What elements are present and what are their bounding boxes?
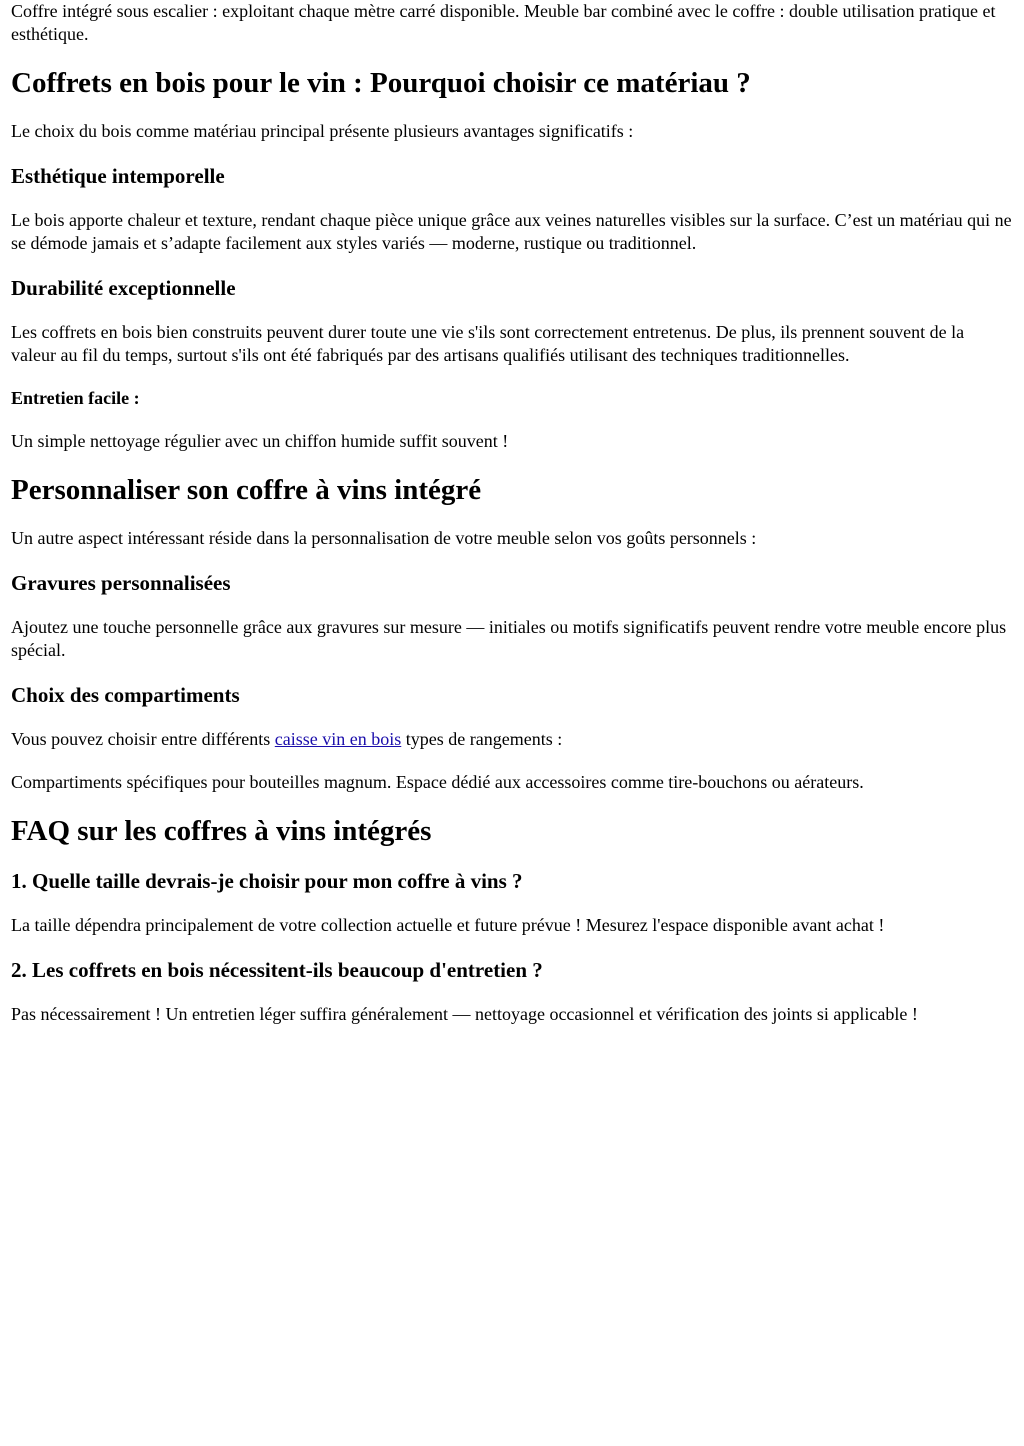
section-lead-paragraph: Le choix du bois comme matériau principal présente plusieurs avantages significatifs : xyxy=(11,121,634,141)
paragraph-durabilite: Les coffrets en bois bien construits peuvent durer toute une vie s'ils sont correctement entretenus. De plus, ils prennent souvent de la valeur au fil du temps, surtout s'ils ont été fabriqués par des artisans qualifiés utilisant des techniques traditionnelles. xyxy=(11,322,965,365)
intro-paragraph: Coffre intégré sous escalier : exploitant chaque mètre carré disponible. Meuble bar combiné avec le coffre : double utilisation pratique et esthétique. xyxy=(11,1,996,44)
subheading-compartiments: Choix des compartiments xyxy=(11,683,240,707)
caisse-vin-link[interactable]: caisse vin en bois xyxy=(274,729,402,749)
paragraph-compartiments xyxy=(11,728,1013,751)
faq-answer-1: La taille dépendra principalement de votre collection actuelle et future prévue ! Mesurez l'espace disponible avant achat ! xyxy=(11,915,885,935)
faq-answer-2: Pas nécessairement ! Un entretien léger suffira généralement — nettoyage occasionnel et vérification des joints si applicable ! xyxy=(11,1004,918,1024)
paragraph-gravures: Ajoutez une touche personnelle grâce aux gravures sur mesure — initiales ou motifs significatifs peuvent rendre votre meuble encore plus spécial. xyxy=(11,617,1007,660)
subheading-gravures: Gravures personnalisées xyxy=(11,571,231,595)
paragraph-entretien: Un simple nettoyage régulier avec un chiffon humide suffit souvent ! xyxy=(11,431,509,451)
faq-question-2: 2. Les coffrets en bois nécessitent-ils beaucoup d'entretien ? xyxy=(11,958,543,982)
compartiments-text-after: types de rangements : xyxy=(401,729,563,749)
subheading-entretien: Entretien facile : xyxy=(11,388,140,408)
compartiments-text-before: Vous pouvez choisir entre différents xyxy=(11,729,275,749)
paragraph-compartiments-detail: Compartiments spécifiques pour bouteilles magnum. Espace dédié aux accessoires comme tire-bouchons ou aérateurs. xyxy=(11,772,864,792)
section-heading-faq: FAQ sur les coffres à vins intégrés xyxy=(11,815,432,847)
section-heading-personnaliser: Personnaliser son coffre à vins intégré xyxy=(11,474,482,506)
section-lead-paragraph-personnaliser: Un autre aspect intéressant réside dans la personnalisation de votre meuble selon vos goûts personnels : xyxy=(11,528,757,548)
faq-question-1: 1. Quelle taille devrais-je choisir pour mon coffre à vins ? xyxy=(11,869,523,893)
subheading-esthetique: Esthétique intemporelle xyxy=(11,164,225,188)
subheading-durabilite: Durabilité exceptionnelle xyxy=(11,276,236,300)
paragraph-esthetique: Le bois apporte chaleur et texture, rendant chaque pièce unique grâce aux veines naturelles visibles sur la surface. C’est un matériau qui ne se démode jamais et s’adapte facilement aux styles variés — moderne, rustique ou traditionnel. xyxy=(11,210,1012,253)
section-heading-coffrets-bois: Coffrets en bois pour le vin : Pourquoi choisir ce matériau ? xyxy=(11,67,751,99)
